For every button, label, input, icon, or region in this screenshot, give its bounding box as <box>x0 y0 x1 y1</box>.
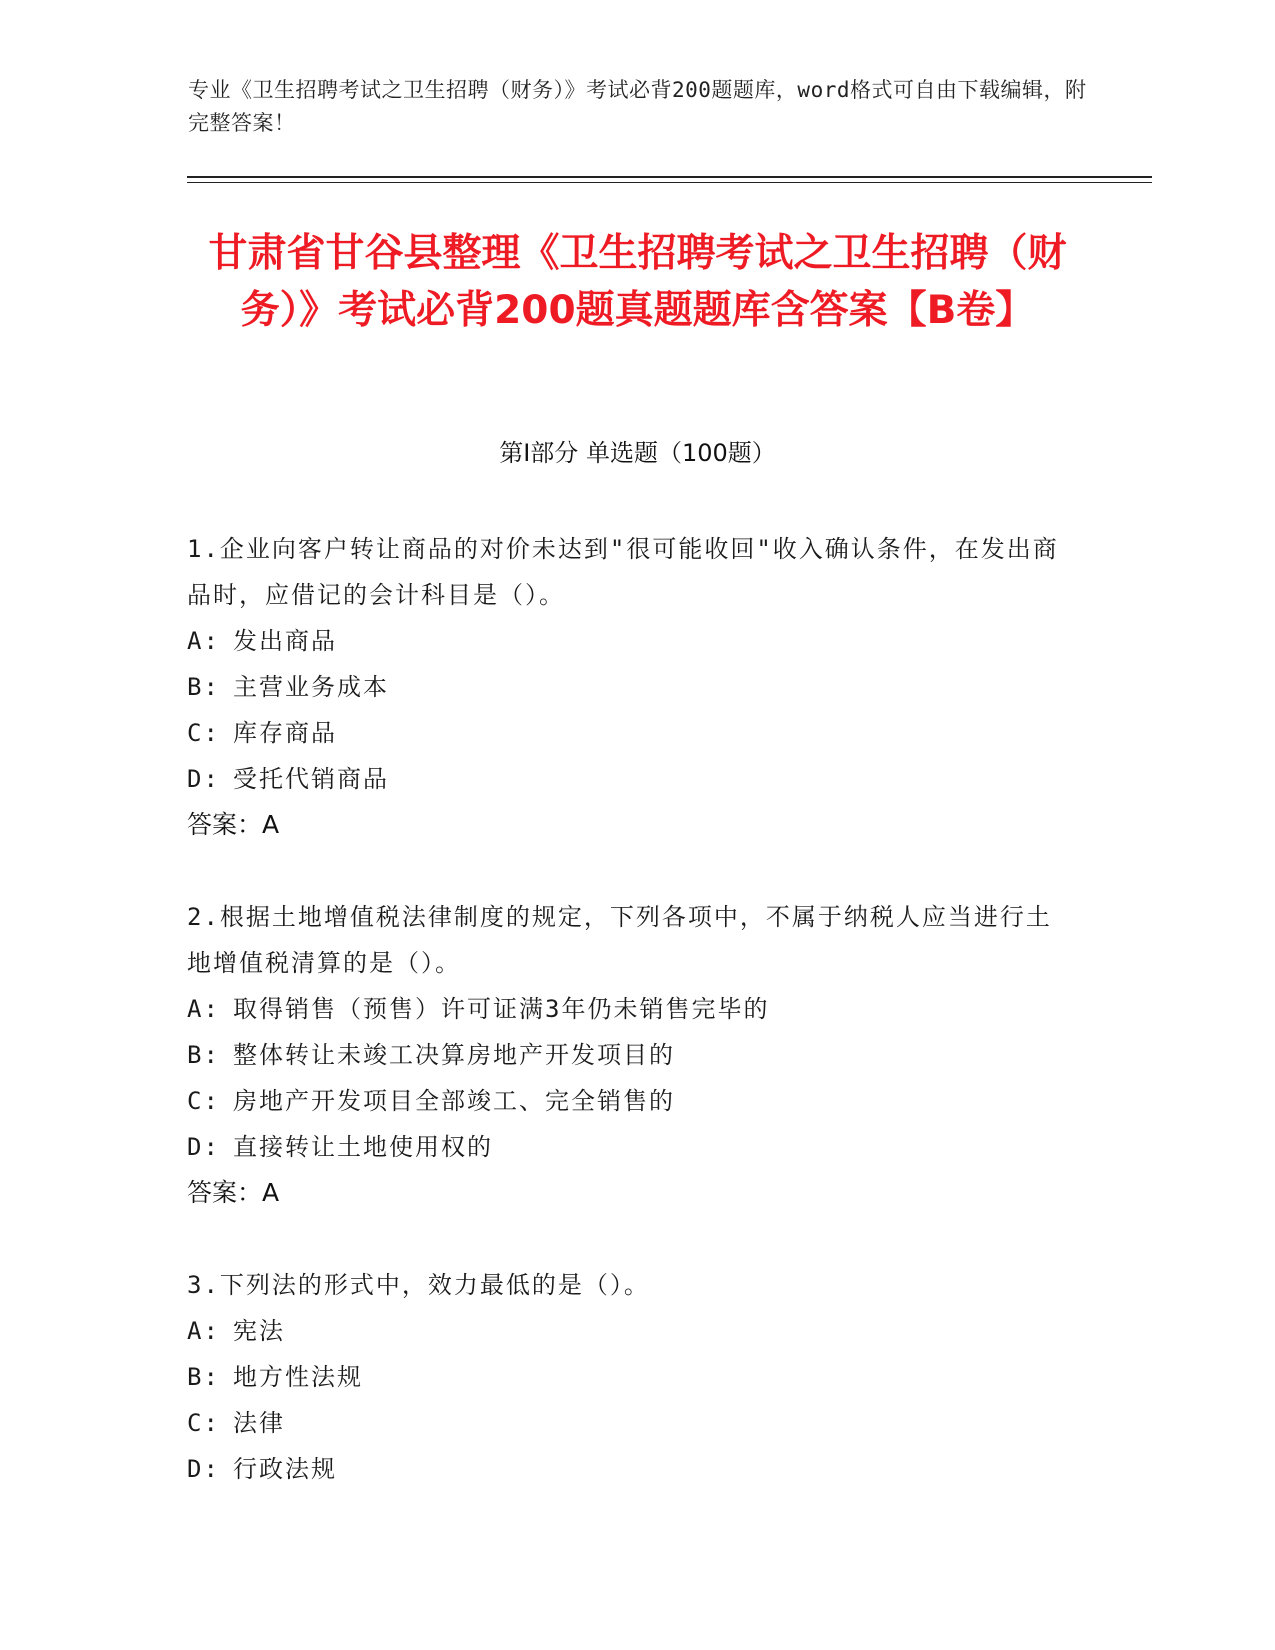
option-a <box>187 986 1067 1032</box>
question-stem: 3.下列法的形式中，效力最低的是（）。 <box>187 1271 650 1299</box>
option-key: A: <box>187 1317 220 1345</box>
header-rule-thin <box>187 182 1152 183</box>
header-rule-thick <box>187 176 1152 178</box>
option-a <box>187 618 1067 664</box>
option-key: B: <box>187 1041 220 1069</box>
option-c <box>187 710 1067 756</box>
section-title: 第I部分 单选题（100题） <box>499 439 776 467</box>
option-key: A: <box>187 995 220 1023</box>
option-key: D: <box>187 1133 220 1161</box>
header-note: 专业《卫生招聘考试之卫生招聘（财务）》考试必背200题题库，word格式可自由下载编辑，附完整答案！ <box>188 78 1087 135</box>
option-d <box>187 1124 1067 1170</box>
option-text: 地方性法规 <box>233 1363 363 1391</box>
option-d <box>187 756 1067 802</box>
option-text: 主营业务成本 <box>233 673 389 701</box>
option-b <box>187 1032 1067 1078</box>
question-3 <box>187 1262 1067 1492</box>
option-text: 受托代销商品 <box>233 765 389 793</box>
option-d <box>187 1446 1067 1492</box>
option-text: 宪法 <box>233 1317 285 1345</box>
option-text: 整体转让未竣工决算房地产开发项目的 <box>233 1041 675 1069</box>
option-key: C: <box>187 719 220 747</box>
option-key: B: <box>187 673 220 701</box>
option-text: 取得销售（预售）许可证满3年仍未销售完毕的 <box>233 995 770 1023</box>
question-1 <box>187 526 1067 848</box>
option-text: 库存商品 <box>233 719 337 747</box>
answer-line: 答案：A <box>187 1178 280 1207</box>
document-title: 甘肃省甘谷县整理《卫生招聘考试之卫生招聘（财务）》考试必背200题真题题库含答案【B卷】 <box>208 231 1067 333</box>
option-c <box>187 1400 1067 1446</box>
option-key: B: <box>187 1363 220 1391</box>
option-key: C: <box>187 1087 220 1115</box>
option-text: 房地产开发项目全部竣工、完全销售的 <box>233 1087 675 1115</box>
option-key: A: <box>187 627 220 655</box>
option-text: 法律 <box>233 1409 285 1437</box>
question-2 <box>187 894 1067 1216</box>
option-key: D: <box>187 765 220 793</box>
question-stem: 1.企业向客户转让商品的对价未达到"很可能收回"收入确认条件，在发出商品时，应借记的会计科目是（）。 <box>187 535 1059 609</box>
option-text: 行政法规 <box>233 1455 337 1483</box>
option-a <box>187 1308 1067 1354</box>
question-list <box>187 526 1067 1538</box>
option-c <box>187 1078 1067 1124</box>
option-text: 直接转让土地使用权的 <box>233 1133 493 1161</box>
option-text: 发出商品 <box>233 627 337 655</box>
option-key: C: <box>187 1409 220 1437</box>
option-key: D: <box>187 1455 220 1483</box>
option-b <box>187 664 1067 710</box>
option-b <box>187 1354 1067 1400</box>
question-stem: 2.根据土地增值税法律制度的规定，下列各项中，不属于纳税人应当进行土地增值税清算的是（）。 <box>187 903 1052 977</box>
answer-line: 答案：A <box>187 810 280 839</box>
